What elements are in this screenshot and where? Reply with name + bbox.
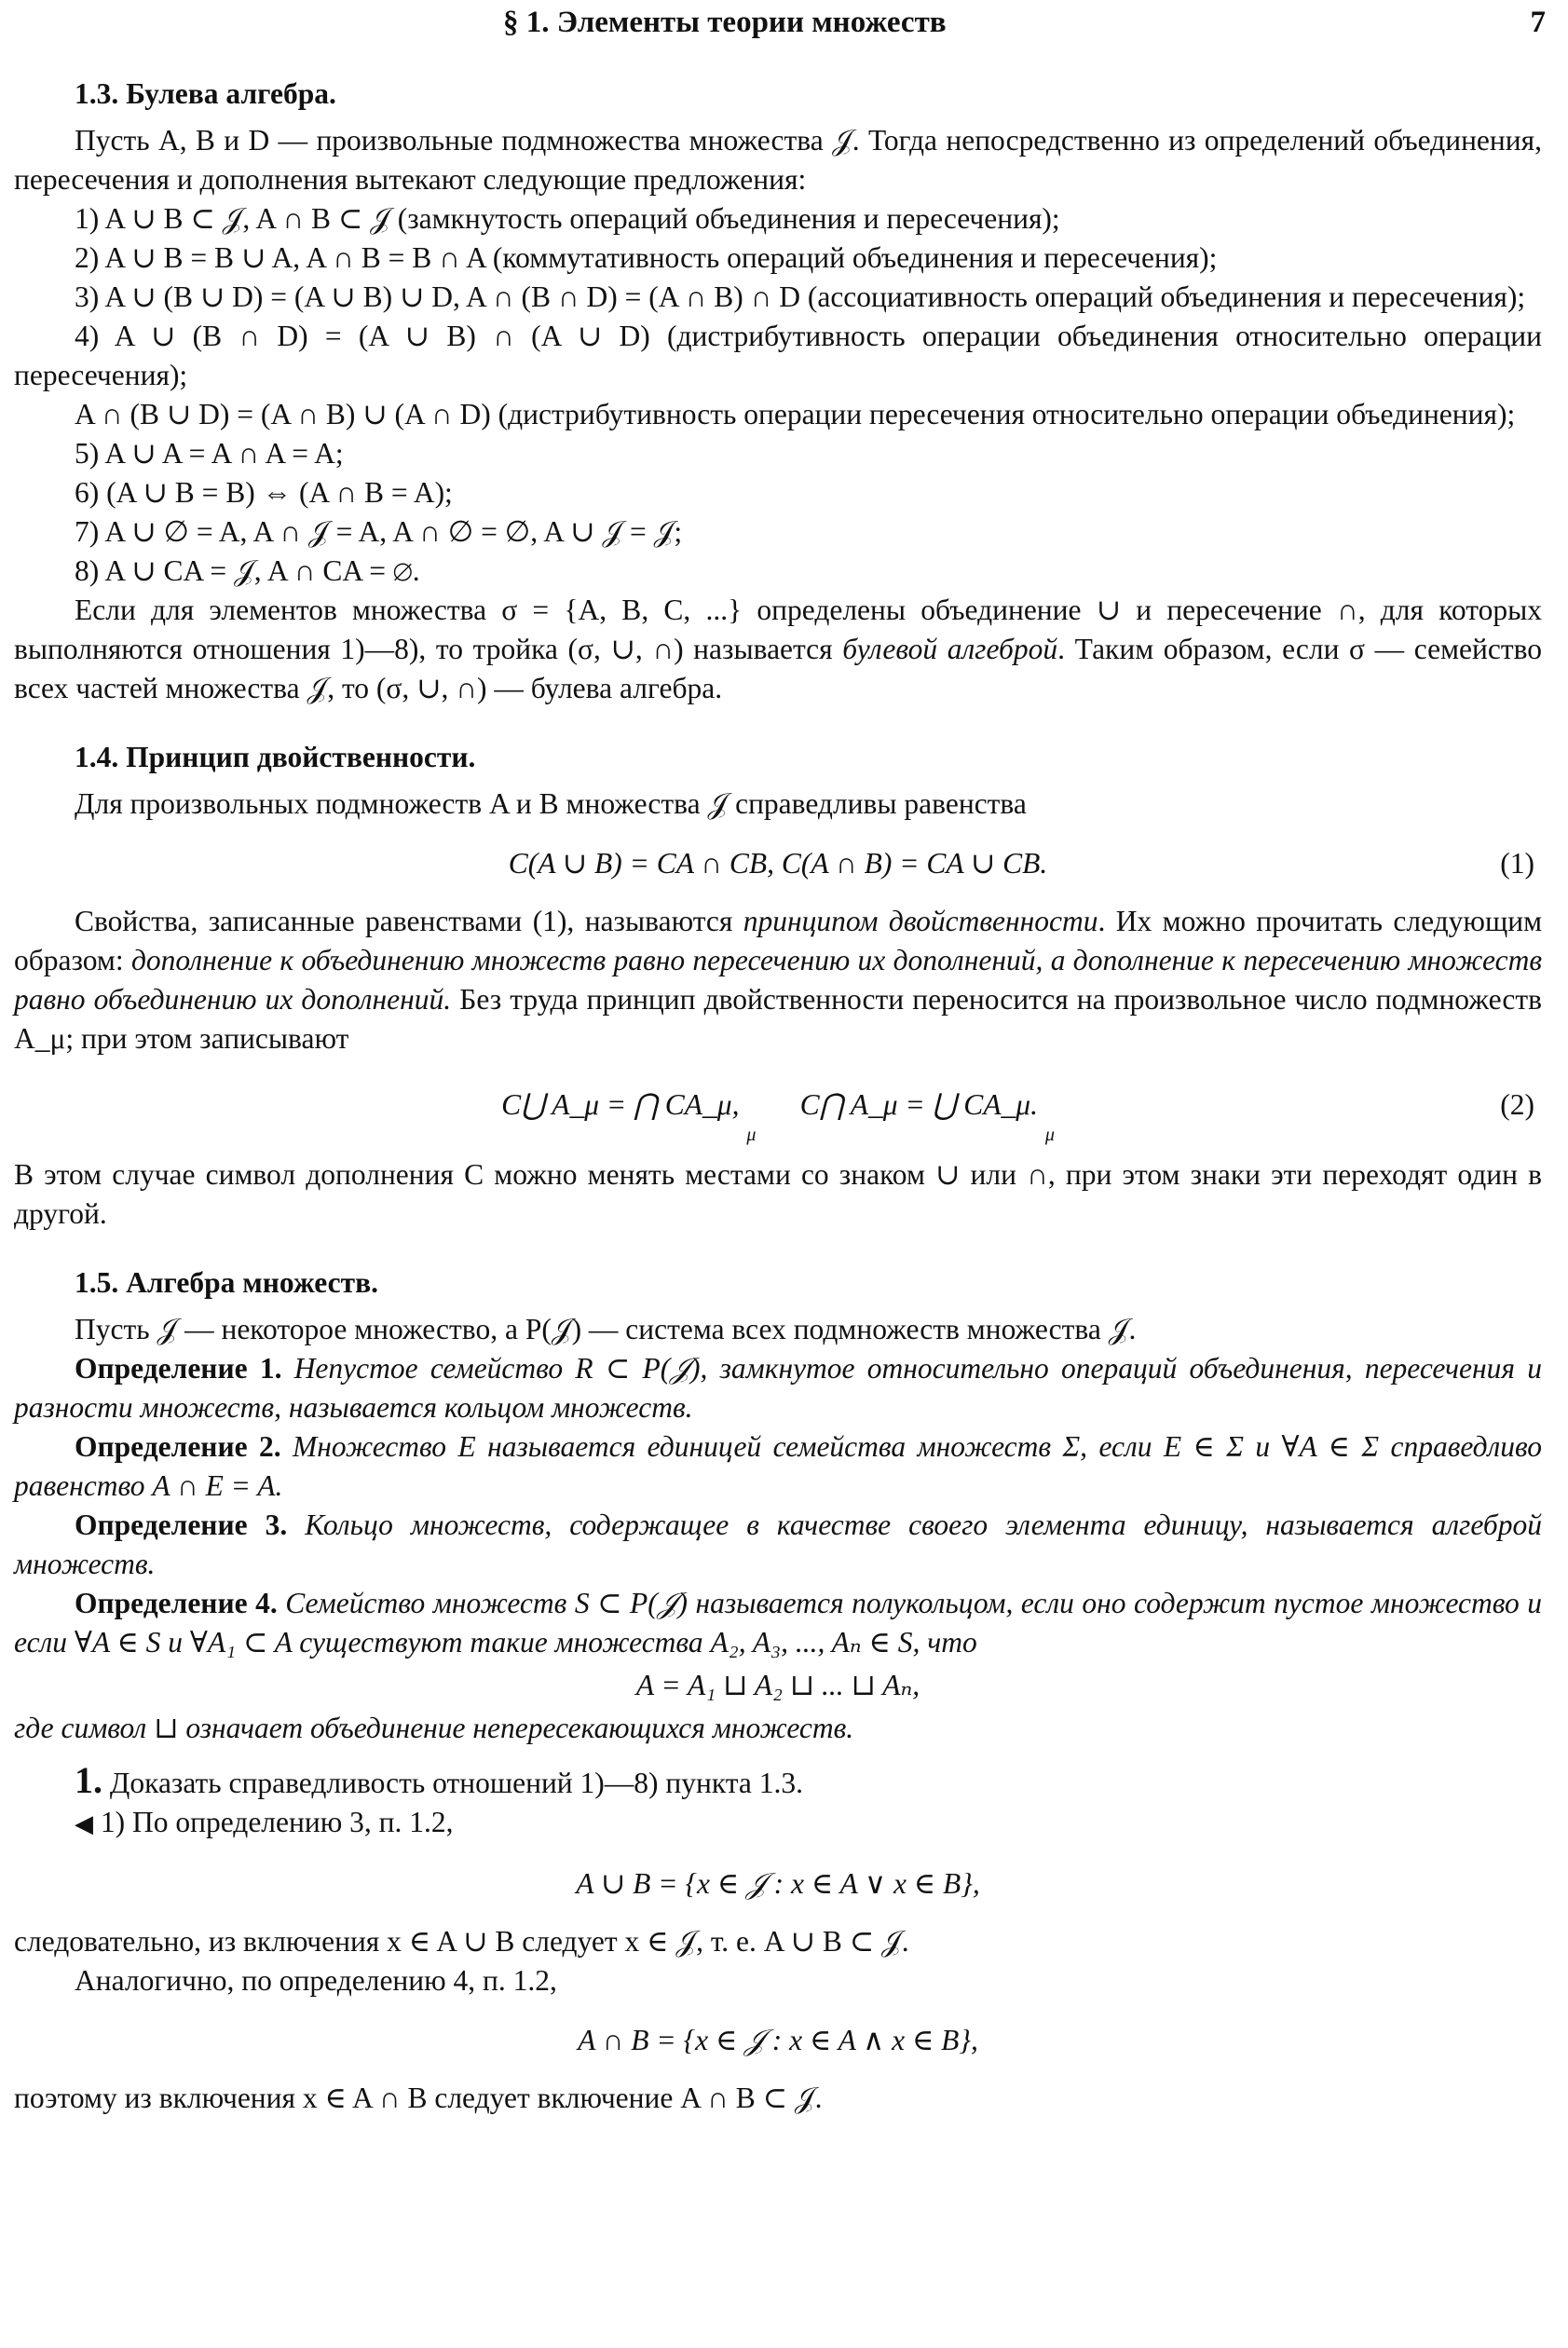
index-mu: μ (1044, 1125, 1055, 1145)
property-item: 2) A ∪ B = B ∪ A, A ∩ B = B ∩ A (коммутативность операций объединения и пересечения); (75, 241, 1218, 274)
property-item: 1) A ∪ B ⊂ 𝒥, A ∩ B ⊂ 𝒥 (замкнутость операций объединения и пересечения); (75, 202, 1060, 235)
paragraph-intro-13: Пусть A, B и D — произвольные подмножества множества 𝒥. Тогда непосредственно из определений объединения, пересечения и дополнения вытекают следующие предложения: (14, 124, 1542, 196)
term-boolean-algebra: булевой алгеброй (842, 633, 1058, 665)
equation-union-def: A ∪ B = {x ∈ 𝒥 : x ∈ A ∨ x ∈ B}, (576, 1867, 980, 1900)
section-title: § 1. Элементы теории множеств (503, 6, 947, 39)
page-body (14, 65, 1542, 2118)
term-duality: принципом двойственности (743, 905, 1098, 937)
property-item: 5) A ∪ A = A ∩ A = A; (75, 437, 344, 470)
equation-number: (2) (1500, 1088, 1534, 1121)
paragraph-complement-swap: В этом случае символ дополнения C можно менять местами со знаком ∪ или ∩, при этом знаки эти переходят один в другой. (14, 1158, 1542, 1230)
solution-line-1: ◀ 1) По определению 3, п. 1.2, (75, 1806, 454, 1838)
paragraph-boolean-definition: Если для элементов множества σ = {A, B, C, ...} определены объединение ∪ и пересечение ∩, для которых выполняются отношения 1)—8), то тройка (σ, ∪, ∩) называется булевой алгеброй. Таким образом, если σ — семейство всех частей множества 𝒥, то (σ, ∪, ∩) — булева алгебра. (14, 594, 1542, 704)
definition-2: Определение 2. Множество E называется единицей семейства множеств Σ, если E ∈ Σ и ∀A ∈ Σ справедливо равенство A ∩ E = A. (14, 1430, 1543, 1502)
problem-number: 1. (75, 1759, 102, 1801)
property-item: 7) A ∪ ∅ = A, A ∩ 𝒥 = A, A ∩ ∅ = ∅, A ∪ 𝒥 = 𝒥; (75, 515, 683, 548)
definition-4: Определение 4. Семейство множеств S ⊂ P(𝒥) называется полукольцом, если оно содержит пустое множество и если ∀A ∈ S и ∀A₁ ⊂ A существуют такие множества A₂, A₃, ..., Aₙ ∈ S, что (14, 1587, 1543, 1659)
definition-1: Определение 1. Непустое семейство R ⊂ P(𝒥), замкнутое относительно операций объединения, пересечения и разности множеств, называется кольцом множеств. (14, 1352, 1543, 1424)
heading-set-algebra: 1.5. Алгебра множеств. (75, 1266, 379, 1299)
solution-line-2: следовательно, из включения x ∈ A ∪ B следует x ∈ 𝒥, т. е. A ∪ B ⊂ 𝒥. (14, 1925, 909, 1958)
equation-intersection-def: A ∩ B = {x ∈ 𝒥 : x ∈ A ∧ x ∈ B}, (578, 2024, 978, 2056)
boolean-properties-list (14, 199, 1542, 591)
paragraph-intro-15: Пусть 𝒥 — некоторое множество, а P(𝒥) — система всех подмножеств множества 𝒥. (75, 1313, 1137, 1345)
property-item: 6) (A ∪ B = B) ⇔ (A ∩ B = A); (75, 476, 453, 509)
property-item: 3) A ∪ (B ∪ D) = (A ∪ B) ∪ D, A ∩ (B ∩ D) = (A ∩ B) ∩ D (ассоциативность операций объединения и пересечения); (75, 280, 1526, 313)
property-item: 8) A ∪ CA = 𝒥, A ∩ CA = ∅. (75, 554, 420, 587)
heading-duality-principle: 1.4. Принцип двойственности. (75, 741, 476, 773)
equation-number: (1) (1500, 847, 1534, 880)
property-item: 4) A ∪ (B ∩ D) = (A ∪ B) ∩ (A ∪ D) (дистрибутивность операции объединения относительно операции пересечения); (14, 320, 1542, 391)
equation-semiring: A = A₁ ⊔ A₂ ⊔ ... ⊔ Aₙ, (635, 1669, 920, 1701)
solution-line-4: поэтому из включения x ∈ A ∩ B следует включение A ∩ B ⊂ 𝒥. (14, 2082, 823, 2114)
solution-start-icon: ◀ (75, 1810, 93, 1837)
property-item: A ∩ (B ∪ D) = (A ∩ B) ∪ (A ∩ D) (дистрибутивность операции пересечения относительно операции объединения); (75, 398, 1516, 430)
paragraph-duality: Свойства, записанные равенствами (1), называются принципом двойственности. Их можно прочитать следующим образом: дополнение к объединению множеств равно пересечению их дополнений, а дополнение к пересечению множеств равно объединению их дополнений. Без труда принцип двойственности переносится на произвольное число подмножеств A_μ; при этом записывают (14, 905, 1543, 1055)
equation-1: C(A ∪ B) = CA ∩ CB, C(A ∩ B) = CA ∪ CB. (1) (14, 844, 1542, 883)
paragraph-disjoint-union: где символ ⊔ означает объединение непересекающихся множеств. (14, 1712, 854, 1744)
solution-line-3: Аналогично, по определению 4, п. 1.2, (75, 1964, 557, 1997)
heading-boolean-algebra: 1.3. Булева алгебра. (75, 77, 336, 110)
page-number: 7 (1530, 6, 1546, 39)
paragraph-intro-14: Для произвольных подмножеств A и B множества 𝒥 справедливы равенства (75, 787, 1027, 820)
definition-3: Определение 3. Кольцо множеств, содержащее в качестве своего элемента единицу, называется алгеброй множеств. (14, 1508, 1543, 1580)
duality-statement: дополнение к объединению множеств равно пересечению их дополнений, а дополнение к пересечению множеств равно объединению их дополнений. (14, 944, 1542, 1016)
equation-2: C⋃ A_μ = ⋂ CA_μ, $_\mu$ C⋂ A_μ = ⋃ CA_μ. $_\mu$ (2) (14, 1079, 1542, 1137)
problem-1: 1. Доказать справедливость отношений 1)—8) пункта 1.3. (75, 1759, 804, 1801)
index-mu: μ (746, 1125, 757, 1145)
running-header (0, 6, 1568, 47)
